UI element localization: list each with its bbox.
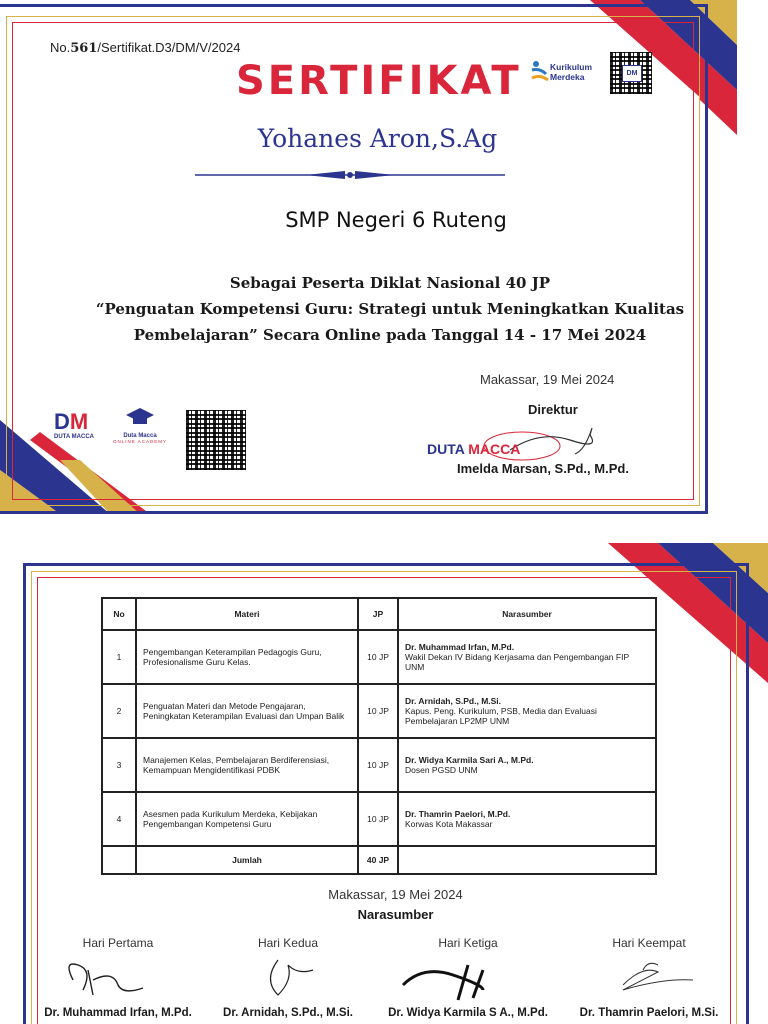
table-row: 3 Manajemen Kelas, Pembelajaran Berdiferensiasi, Kemampuan Mengidentifikasi PDBK 10 JP Dr. Widya Karmila Sari A., M.Pd. Dosen PGSD UNM <box>102 738 656 792</box>
duta-macca-logo: DM DUTA MACCA <box>54 410 102 450</box>
merdeka-text: Merdeka <box>550 72 585 82</box>
speaker-role: Wakil Dekan IV Bidang Kerjasama dan Pengembangan FIP UNM <box>405 652 629 672</box>
signature-scribble-2 <box>213 950 363 1002</box>
divider-ornament <box>195 168 505 182</box>
header-no: No <box>102 598 136 630</box>
description-line-3: Pembelajaran” Secara Online pada Tanggal 14 - 17 Mei 2024 <box>133 326 647 344</box>
qr-code-bottom <box>186 410 246 470</box>
total-label: Jumlah <box>136 846 358 874</box>
kurikulum-text: Kurikulum <box>550 62 593 72</box>
signature-day: Hari Keempat <box>612 936 686 950</box>
signature-block-3 <box>373 936 563 1019</box>
signature-day: Hari Ketiga <box>438 936 498 950</box>
duta-macca-stamp: DUTA MACCA <box>427 441 521 457</box>
signature-block-4 <box>563 936 735 1019</box>
kurikulum-icon <box>530 60 550 84</box>
place-date-2: Makassar, 19 Mei 2024 <box>328 887 463 902</box>
signature-name: Dr. Widya Karmila S A., M.Pd. <box>388 1007 548 1019</box>
signature-scribble-1 <box>23 950 213 1002</box>
certificate-description <box>40 270 737 348</box>
speaker-name: Dr. Arnidah, S.Pd., M.Si. <box>405 696 502 706</box>
header-jp: JP <box>358 598 398 630</box>
signature-scribble-4 <box>563 950 735 1002</box>
description-line-1: Sebagai Peserta Diklat Nasional 40 JP <box>229 274 551 292</box>
table-row: 1 Pengembangan Keterampilan Pedagogis Guru, Profesionalisme Guru Kelas. 10 JP Dr. Muhammad Irfan, M.Pd. Wakil Dekan IV Bidang Kerjasama dan Pengembangan FIP UNM <box>102 630 656 684</box>
kurikulum-merdeka-logo <box>530 60 600 88</box>
certificate-title: SERTIFIKAT <box>236 58 522 104</box>
table-total-row <box>102 846 656 874</box>
school-name: SMP Negeri 6 Ruteng <box>285 208 507 232</box>
academy-line-2: ONLINE ACADEMY <box>112 439 167 444</box>
speaker-name: Dr. Thamrin Paelori, M.Pd. <box>405 809 511 819</box>
materi-table <box>101 597 657 875</box>
signature-name: Dr. Arnidah, S.Pd., M.Si. <box>223 1007 353 1019</box>
table-row: 4 Asesmen pada Kurikulum Merdeka, Kebijakan Pengembangan Kompetensi Guru 10 JP Dr. Thamrin Paelori, M.Pd. Korwas Kota Makassar <box>102 792 656 846</box>
signature-day: Hari Kedua <box>257 936 319 950</box>
signature-block-1 <box>23 936 213 1019</box>
speaker-role: Kapus. Peng. Kurikulum, PSB, Media dan Evaluasi Pembelajaran LP2MP UNM <box>405 706 597 726</box>
certificate-serial: No.561/Sertifikat.D3/DM/V/2024 <box>50 40 241 56</box>
signer-name: Imelda Marsan, S.Pd., M.Pd. <box>457 461 629 476</box>
graduation-cap-icon <box>125 406 155 428</box>
table-row: 2 Penguatan Materi dan Metode Pengajaran, Peningkatan Keterampilan Evaluasi dan Umpan Balik 10 JP Dr. Arnidah, S.Pd., M.Si. Kapus. Peng. Kurikulum, PSB, Media dan Evaluasi Pembelajaran LP2MP UNM <box>102 684 656 738</box>
narasumber-heading: Narasumber <box>357 907 434 922</box>
header-narasumber: Narasumber <box>398 598 656 630</box>
signature-scribble-3 <box>373 950 563 1002</box>
speaker-role: Korwas Kota Makassar <box>405 819 493 829</box>
speaker-role: Dosen PGSD UNM <box>405 765 478 775</box>
academy-line-1: Duta Macca <box>123 433 157 439</box>
speaker-name: Dr. Widya Karmila Sari A., M.Pd. <box>405 755 534 765</box>
signature-name: Dr. Thamrin Paelori, M.Si. <box>579 1007 719 1019</box>
signer-title: Direktur <box>528 402 578 417</box>
materi-page <box>23 543 768 1024</box>
place-date: Makassar, 19 Mei 2024 <box>480 372 615 387</box>
dm-mini-logo: DM <box>622 65 642 82</box>
dm-caption: DUTA MACCA <box>54 434 94 440</box>
header-materi: Materi <box>136 598 358 630</box>
signature-name: Dr. Muhammad Irfan, M.Pd. <box>44 1007 192 1019</box>
recipient-name: Yohanes Aron,S.Ag <box>257 124 498 153</box>
certificate-page <box>0 0 737 514</box>
qr-code-top <box>610 52 652 94</box>
total-jp: 40 JP <box>358 846 398 874</box>
page-gap <box>0 514 768 543</box>
speaker-name: Dr. Muhammad Irfan, M.Pd. <box>405 642 515 652</box>
duta-macca-academy-logo <box>110 406 170 450</box>
signature-block-2 <box>213 936 363 1019</box>
table-header-row <box>102 598 656 630</box>
description-line-2: “Penguatan Kompetensi Guru: Strategi untuk Meningkatkan Kualitas <box>95 300 685 318</box>
signature-day: Hari Pertama <box>82 936 154 950</box>
